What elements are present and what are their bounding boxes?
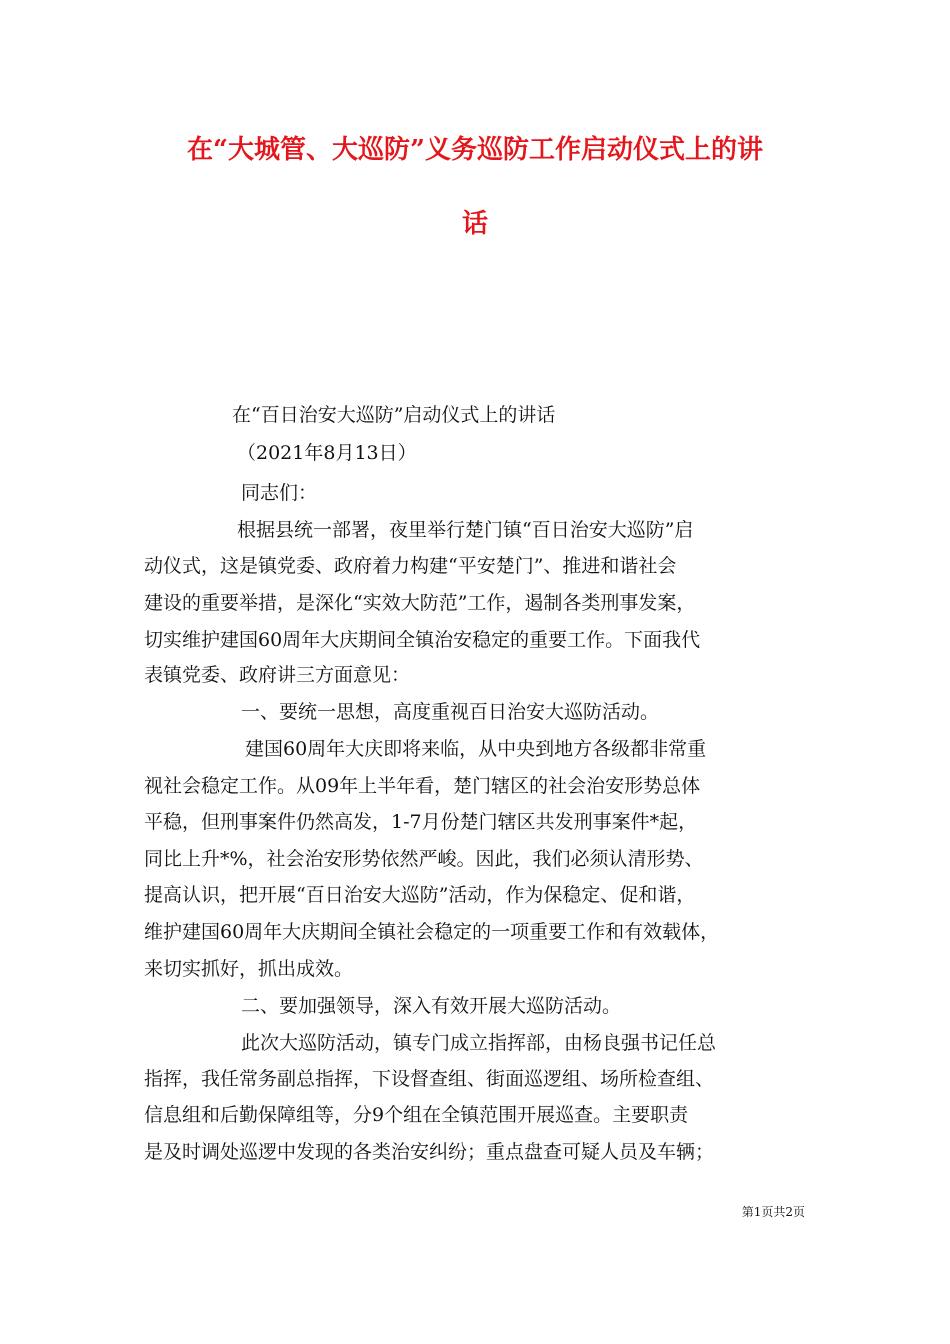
- paragraph-2-line-5: 提高认识，把开展“百日治安大巡防”活动，作为保稳定、促和谐，: [144, 884, 696, 906]
- paragraph-1-line-4: 切实维护建国60周年大庆期间全镇治安稳定的重要工作。下面我代: [144, 629, 701, 651]
- paragraph-2-line-1: 建国60周年大庆即将来临，从中央到地方各级都非常重: [245, 738, 707, 760]
- paragraph-2-line-7: 来切实抓好，抓出成效。: [144, 958, 354, 980]
- paragraph-3-line-1: 此次大巡防活动，镇专门成立指挥部，由杨良强书记任总: [241, 1032, 717, 1054]
- speech-heading: 在“百日治安大巡防”启动仪式上的讲话: [232, 404, 556, 426]
- speech-date: （2021年8月13日）: [237, 442, 417, 464]
- paragraph-1-line-3: 建设的重要举措，是深化“实效大防范”工作，遏制各类刑事发案，: [144, 592, 696, 614]
- paragraph-1-line-5: 表镇党委、政府讲三方面意见：: [144, 664, 411, 686]
- paragraph-2-line-6: 维护建国60周年大庆期间全镇社会稳定的一项重要工作和有效载体，: [144, 921, 720, 943]
- section-heading-1: 一、要统一思想，高度重视百日治安大巡防活动。: [241, 701, 660, 723]
- paragraph-1-line-2: 动仪式，这是镇党委、政府着力构建“平安楚门”、推进和谐社会: [144, 555, 677, 577]
- document-title-line-2: 话: [461, 209, 488, 239]
- document-title-line-1: 在“大城管、大巡防”义务巡防工作启动仪式上的讲: [187, 135, 763, 165]
- paragraph-3-line-4: 是及时调处巡逻中发现的各类治安纠纷；重点盘查可疑人员及车辆；: [144, 1141, 715, 1163]
- section-heading-2: 二、要加强领导，深入有效开展大巡防活动。: [241, 995, 622, 1017]
- paragraph-3-line-2: 指挥，我任常务副总指挥，下设督查组、街面巡逻组、场所检查组、: [144, 1068, 715, 1090]
- paragraph-2-line-4: 同比上升*%，社会治安形势依然严峻。因此，我们必须认清形势、: [144, 848, 704, 870]
- page-number: 第1页共2页: [741, 1205, 805, 1219]
- salutation: 同志们：: [241, 482, 318, 504]
- paragraph-2-line-2: 视社会稳定工作。从09年上半年看，楚门辖区的社会治安形势总体: [144, 775, 701, 797]
- paragraph-3-line-3: 信息组和后勤保障组等，分9个组在全镇范围开展巡查。主要职责: [144, 1104, 689, 1126]
- paragraph-1-line-1: 根据县统一部署，夜里举行楚门镇“百日治安大巡防”启: [237, 519, 694, 541]
- paragraph-2-line-3: 平稳，但刑事案件仍然高发，1-7月份楚门辖区共发刑事案件*起，: [144, 811, 698, 833]
